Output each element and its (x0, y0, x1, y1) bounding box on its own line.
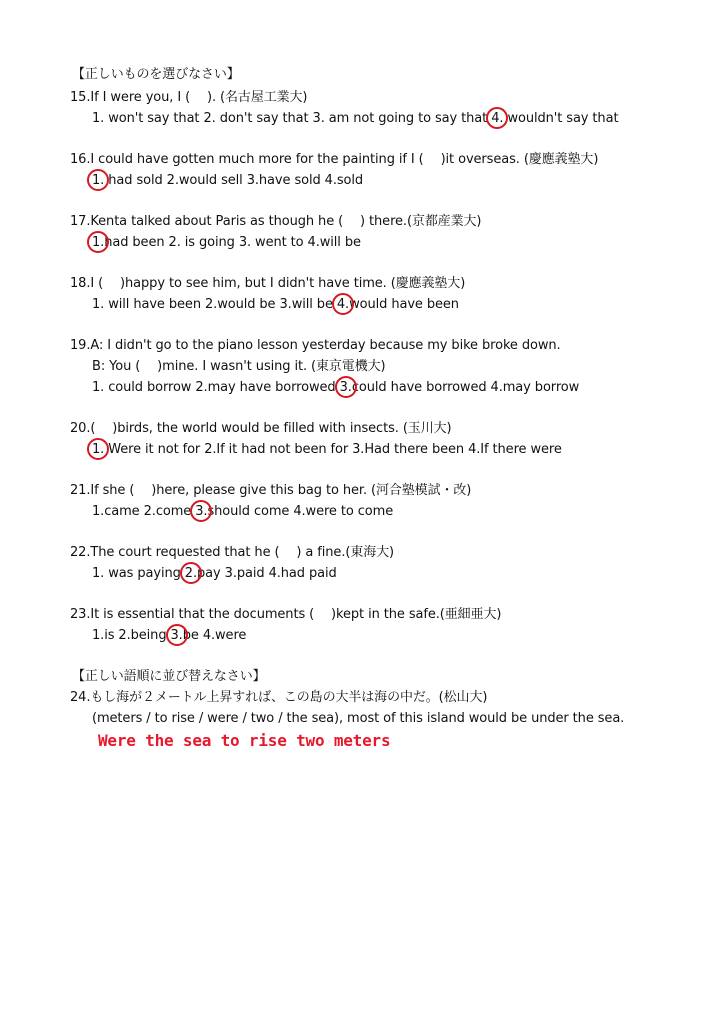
options-text: 1. was paying (92, 566, 185, 581)
question-23-options (92, 627, 246, 645)
circled-answer-mark: 2. (184, 566, 198, 581)
question-24-words: (meters / to rise / were / two / the sea), most of this island would be under the sea. (92, 711, 625, 726)
circled-answer-mark: 1. (92, 173, 105, 188)
circled-answer-mark: 1. (92, 442, 105, 457)
question-19-options (92, 379, 579, 397)
question-18-stem: 18.I ( )happy to see him, but I didn't have time. (慶應義塾大) (70, 276, 466, 291)
question-19-stem: 19.A: I didn't go to the piano lesson yesterday because my bike broke down. (70, 338, 561, 353)
question-19-stem-b: B: You ( )mine. I wasn't using it. (東京電機大) (92, 359, 386, 374)
question-21-stem: 21.If she ( )here, please give this bag to her. (河合塾模試・改) (70, 483, 472, 498)
options-text: would have been (349, 297, 459, 312)
circled-answer-mark: 3. (170, 628, 183, 643)
question-20-stem: 20.( )birds, the world would be filled with insects. (玉川大) (70, 421, 452, 436)
options-text: 1. will have been 2.would be 3.will be (92, 297, 337, 312)
question-16-options (92, 172, 363, 190)
question-17-stem: 17.Kenta talked about Paris as though he ( ) there.(京都産業大) (70, 214, 482, 229)
circled-answer-mark: 4. (336, 297, 350, 312)
question-15-stem: 15.If I were you, I ( ). (名古屋工業大) (70, 90, 308, 105)
handwritten-answer: Were the sea to rise two meters (98, 731, 391, 750)
question-22-options (92, 565, 337, 583)
options-text: be 4.were (182, 628, 247, 643)
question-22-stem: 22.The court requested that he ( ) a fine.(東海大) (70, 545, 395, 560)
circled-answer-mark: 3. (195, 504, 208, 519)
question-24-stem: 24.もし海が２メートル上昇すれば、この島の大半は海の中だ。(松山大) (70, 690, 488, 705)
options-text: 1.is 2.being (92, 628, 171, 643)
section1-heading: 【正しいものを選びなさい】 (72, 67, 240, 82)
options-text: wouldn't say that (503, 111, 619, 126)
question-17-options (92, 234, 361, 252)
options-text: 1.came 2.come (92, 504, 196, 519)
question-18-options (92, 296, 459, 314)
section2-heading: 【正しい語順に並び替えなさい】 (72, 669, 266, 684)
options-text: 1. could borrow 2.may have borrowed (92, 380, 340, 395)
question-15-options (92, 110, 618, 128)
options-text: had been 2. is going 3. went to 4.will be (104, 235, 361, 250)
options-text: could have borrowed 4.may borrow (351, 380, 580, 395)
circled-answer-mark: 4. (491, 111, 504, 126)
question-20-options (92, 441, 562, 459)
options-text: had sold 2.would sell 3.have sold 4.sold (104, 173, 364, 188)
options-text: should come 4.were to come (207, 504, 394, 519)
circled-answer-mark: 3. (339, 380, 352, 395)
options-text: Were it not for 2.If it had not been for 3.Had there been 4.If there were (104, 442, 562, 457)
options-text: 1. won't say that 2. don't say that 3. am not going to say that (92, 111, 492, 126)
question-23-stem: 23.It is essential that the documents ( )kept in the safe.(亜細亜大) (70, 607, 502, 622)
options-text: pay 3.paid 4.had paid (197, 566, 337, 581)
question-21-options (92, 503, 393, 521)
circled-answer-mark: 1. (92, 235, 105, 250)
question-16-stem: 16.I could have gotten much more for the painting if I ( )it overseas. (慶應義塾大) (70, 152, 599, 167)
